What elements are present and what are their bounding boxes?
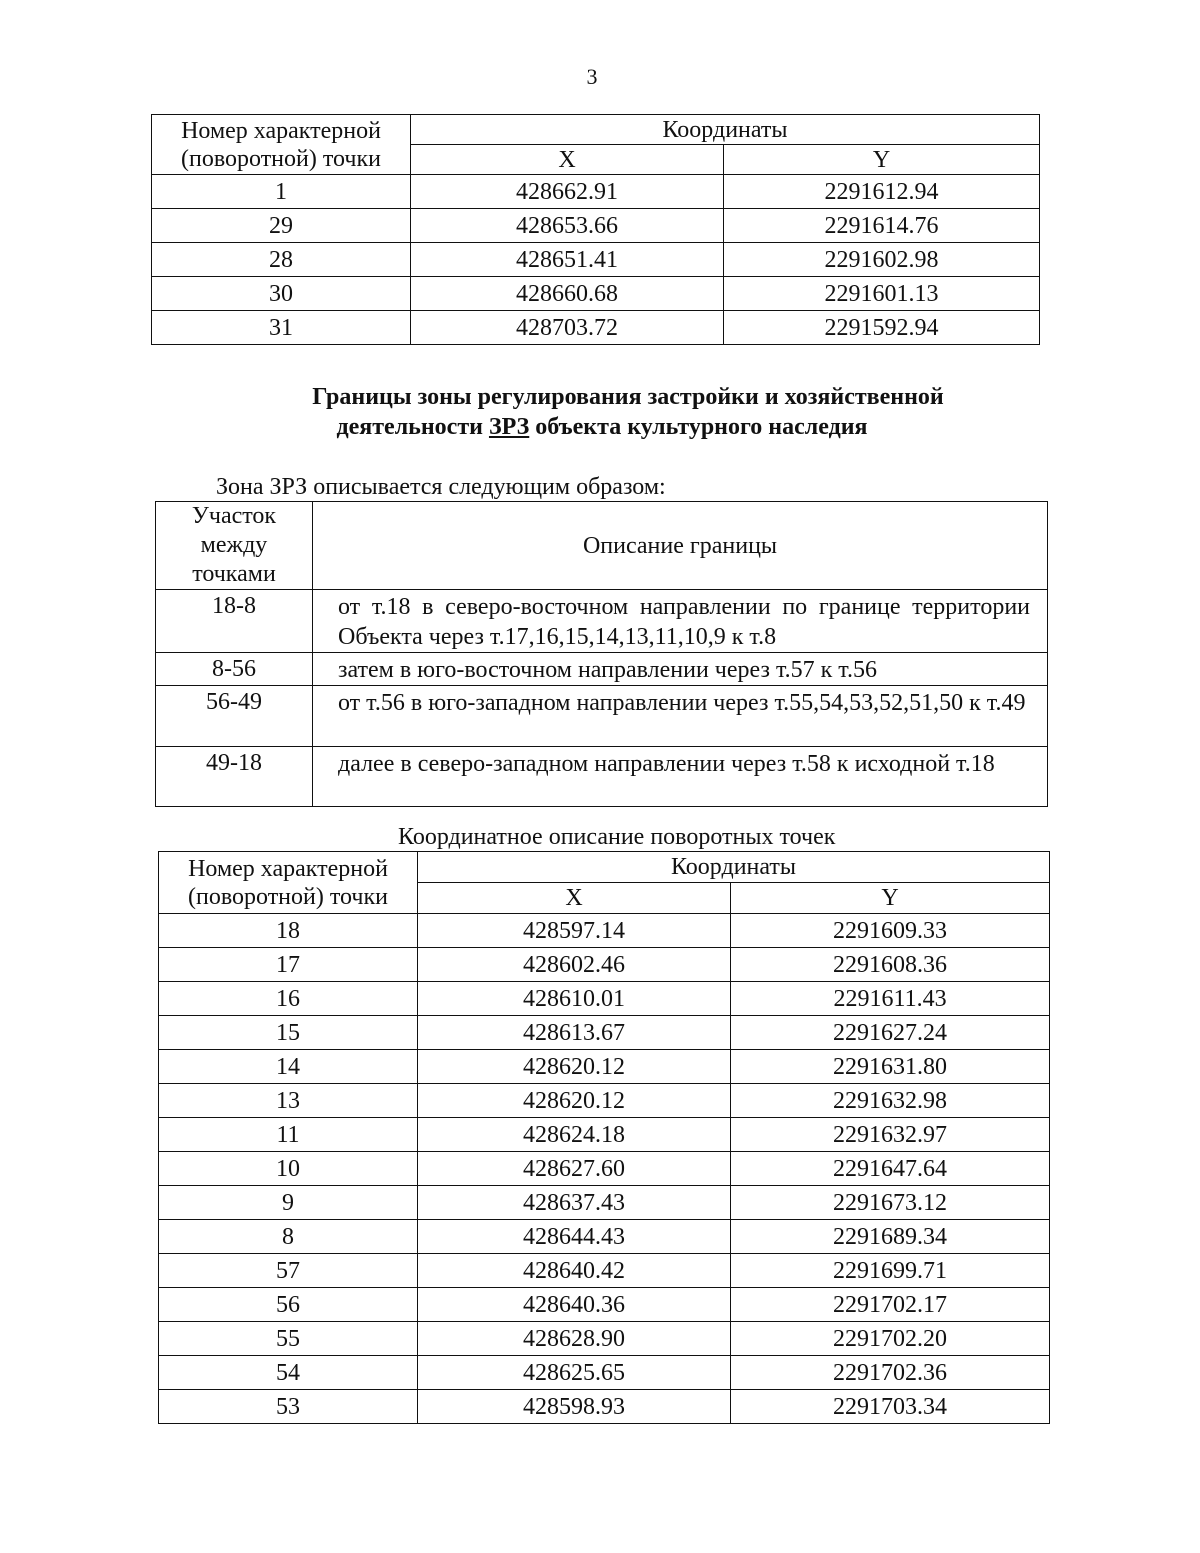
y-cell: 2291627.24 — [731, 1016, 1050, 1050]
table-row — [159, 1016, 1050, 1050]
x-cell: 428598.93 — [418, 1390, 731, 1424]
point-cell: 16 — [159, 982, 418, 1016]
table-row — [152, 277, 1040, 311]
x-cell: 428625.65 — [418, 1356, 731, 1390]
description-header: Описание границы — [313, 502, 1048, 590]
point-cell: 17 — [159, 948, 418, 982]
point-number-header-line2: (поворотной) точки — [188, 883, 388, 910]
x-cell: 428597.14 — [418, 914, 731, 948]
point-number-header-line1: Номер характерной — [181, 117, 381, 144]
section-header — [156, 502, 313, 590]
point-cell: 8 — [159, 1220, 418, 1254]
table-row — [159, 948, 1050, 982]
point-cell: 9 — [159, 1186, 418, 1220]
x-cell: 428644.43 — [418, 1220, 731, 1254]
x-cell: 428653.66 — [411, 209, 724, 243]
zone-intro-text: Зона ЗРЗ описывается следующим образом: — [216, 474, 666, 500]
point-cell: 18 — [159, 914, 418, 948]
table-row — [156, 653, 1048, 686]
x-cell: 428610.01 — [418, 982, 731, 1016]
point-cell: 56 — [159, 1288, 418, 1322]
heading-zrz-abbreviation: ЗРЗ — [488, 414, 530, 440]
x-cell: 428620.12 — [418, 1050, 731, 1084]
point-cell: 11 — [159, 1118, 418, 1152]
point-cell: 31 — [152, 311, 411, 345]
y-cell: 2291699.71 — [731, 1254, 1050, 1288]
y-cell: 2291689.34 — [731, 1220, 1050, 1254]
table-row — [159, 1220, 1050, 1254]
description-cell: от т.56 в юго-западном направлении через т.55,54,53,52,51,50 к т.49 — [313, 686, 1048, 747]
coordinates-header: Координаты — [411, 115, 1040, 145]
table-row — [156, 590, 1048, 653]
point-cell: 28 — [152, 243, 411, 277]
point-cell: 53 — [159, 1390, 418, 1424]
coordinates-table-1 — [151, 114, 1040, 345]
x-cell: 428637.43 — [418, 1186, 731, 1220]
section-header-line1: Участок — [191, 503, 277, 529]
section-header-line2: между — [200, 532, 268, 558]
boundary-description-table — [155, 501, 1048, 807]
table-row — [159, 1050, 1050, 1084]
point-cell: 14 — [159, 1050, 418, 1084]
point-cell: 29 — [152, 209, 411, 243]
point-cell: 54 — [159, 1356, 418, 1390]
y-cell: 2291609.33 — [731, 914, 1050, 948]
table-row — [156, 686, 1048, 747]
x-cell: 428703.72 — [411, 311, 724, 345]
point-cell: 15 — [159, 1016, 418, 1050]
section-cell: 56-49 — [156, 686, 313, 747]
y-cell: 2291611.43 — [731, 982, 1050, 1016]
table-row — [159, 982, 1050, 1016]
x-cell: 428640.36 — [418, 1288, 731, 1322]
y-cell: 2291702.17 — [731, 1288, 1050, 1322]
x-cell: 428651.41 — [411, 243, 724, 277]
y-cell: 2291632.97 — [731, 1118, 1050, 1152]
x-cell: 428602.46 — [418, 948, 731, 982]
y-cell: 2291608.36 — [731, 948, 1050, 982]
table-row — [152, 311, 1040, 345]
table-row — [159, 1186, 1050, 1220]
heading-line1: Границы зоны регулирования застройки и хозяйственной — [312, 384, 944, 410]
point-number-header-line2: (поворотной) точки — [181, 145, 381, 172]
y-cell: 2291592.94 — [724, 311, 1040, 345]
point-cell: 1 — [152, 175, 411, 209]
point-cell: 55 — [159, 1322, 418, 1356]
y-cell: 2291612.94 — [724, 175, 1040, 209]
y-header: Y — [731, 883, 1050, 914]
point-cell: 13 — [159, 1084, 418, 1118]
description-cell: далее в северо-западном направлении через т.58 к исходной т.18 — [313, 747, 1048, 807]
y-cell: 2291647.64 — [731, 1152, 1050, 1186]
table-row — [159, 1390, 1050, 1424]
table-row — [159, 914, 1050, 948]
heading-line2-start: деятельности — [336, 414, 489, 440]
section-header-line3: точками — [192, 561, 276, 587]
table-row — [159, 1152, 1050, 1186]
x-header: X — [411, 145, 724, 175]
x-cell: 428620.12 — [418, 1084, 731, 1118]
table-row — [159, 1254, 1050, 1288]
table-row — [152, 175, 1040, 209]
y-cell: 2291602.98 — [724, 243, 1040, 277]
y-cell: 2291614.76 — [724, 209, 1040, 243]
point-number-header — [152, 115, 411, 175]
section-cell: 18-8 — [156, 590, 313, 653]
table-row — [159, 1084, 1050, 1118]
x-cell: 428624.18 — [418, 1118, 731, 1152]
coordinates-caption: Координатное описание поворотных точек — [398, 824, 836, 850]
x-cell: 428628.90 — [418, 1322, 731, 1356]
description-cell: от т.18 в северо-восточном направлении по границе территории Объекта через т.17,16,15,14,13,11,10,9 к т.8 — [313, 590, 1048, 653]
y-cell: 2291702.36 — [731, 1356, 1050, 1390]
table-row — [159, 1118, 1050, 1152]
x-cell: 428662.91 — [411, 175, 724, 209]
point-cell: 30 — [152, 277, 411, 311]
point-cell: 10 — [159, 1152, 418, 1186]
y-cell: 2291632.98 — [731, 1084, 1050, 1118]
heading-line2 — [0, 412, 1200, 442]
table-row — [159, 1322, 1050, 1356]
y-cell: 2291703.34 — [731, 1390, 1050, 1424]
x-header: X — [418, 883, 731, 914]
point-cell: 57 — [159, 1254, 418, 1288]
x-cell: 428660.68 — [411, 277, 724, 311]
page-number: 3 — [586, 64, 598, 89]
y-header: Y — [724, 145, 1040, 175]
table-row — [152, 209, 1040, 243]
y-cell: 2291702.20 — [731, 1322, 1050, 1356]
table-row — [159, 1288, 1050, 1322]
table-row — [156, 747, 1048, 807]
x-cell: 428613.67 — [418, 1016, 731, 1050]
coordinates-table-2 — [158, 851, 1050, 1424]
section-cell: 8-56 — [156, 653, 313, 686]
y-cell: 2291631.80 — [731, 1050, 1050, 1084]
section-heading — [0, 382, 1200, 442]
description-cell: затем в юго-восточном направлении через т.57 к т.56 — [313, 653, 1048, 686]
coordinates-header: Координаты — [418, 852, 1050, 883]
point-number-header — [159, 852, 418, 914]
y-cell: 2291601.13 — [724, 277, 1040, 311]
heading-line2-end: объекта культурного наследия — [529, 414, 868, 440]
table-row — [152, 243, 1040, 277]
point-number-header-line1: Номер характерной — [188, 855, 388, 882]
x-cell: 428640.42 — [418, 1254, 731, 1288]
section-cell: 49-18 — [156, 747, 313, 807]
y-cell: 2291673.12 — [731, 1186, 1050, 1220]
table-row — [159, 1356, 1050, 1390]
x-cell: 428627.60 — [418, 1152, 731, 1186]
